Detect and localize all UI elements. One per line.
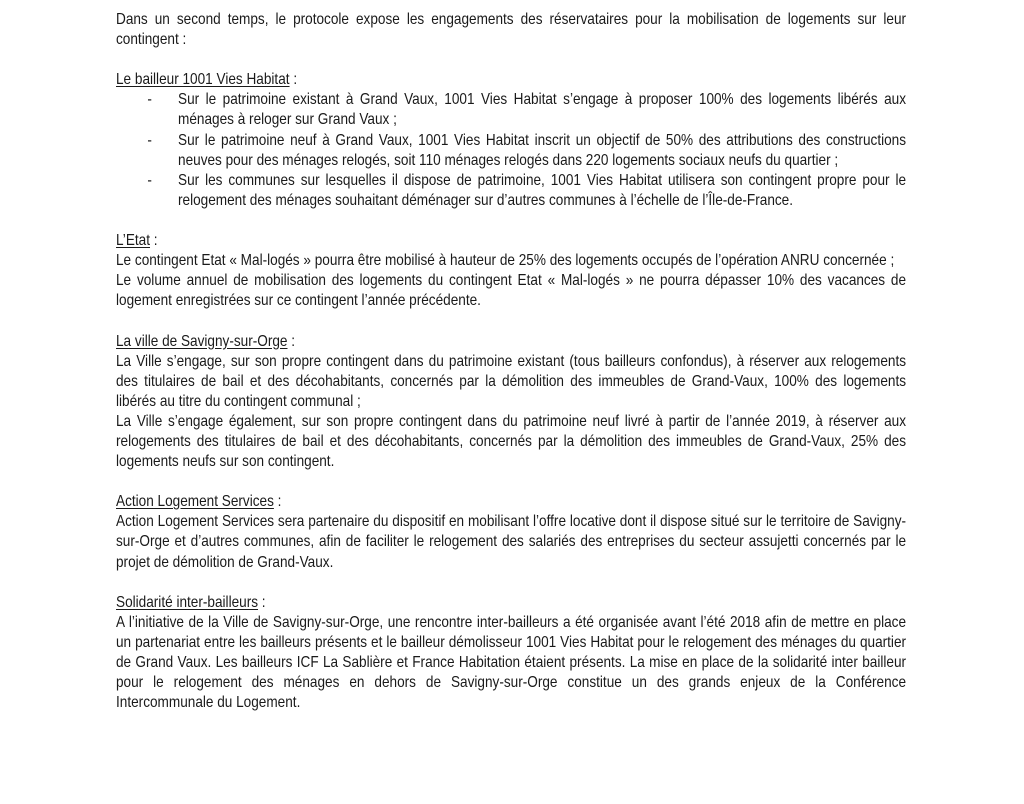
- dash-bullet-icon: -: [147, 131, 152, 149]
- solidarite-paragraph: A l’initiative de la Ville de Savigny-sur-Orge, une rencontre inter-bailleurs a été organisée avant l’été 2018 afin de mettre en place un partenariat entre les bailleurs présents et le bailleur démolisseur 1001 Vies Habitat pour le relogement des ménages du quartier de Grand Vaux. Les bailleurs ICF La Sablière et France Habitation étaient présents. La mise en place de la solidarité inter bailleur pour le relogement des ménages en dehors de Savigny-sur-Orge constitue un des grands enjeux de la Conférence Intercommunale du Logement.: [116, 613, 907, 712]
- document-page: [116, 10, 906, 713]
- ville-paragraph: La Ville s’engage également, sur son propre contingent dans du patrimoine neuf livré à partir de l’année 2019, à réserver aux relogements des titulaires de bail et des décohabitants, concernés par la démolition des immeubles de Grand-Vaux, 25% des logements neufs sur son contingent.: [116, 412, 907, 471]
- section-title: Solidarité inter-bailleurs: [116, 593, 259, 611]
- section-title: L’Etat: [116, 232, 151, 250]
- list-item: - Sur le patrimoine existant à Grand Vaux, 1001 Vies Habitat s’engage à proposer 100% des logements libérés aux ménages à reloger sur Grand Vaux ;: [147, 91, 907, 129]
- section-title: Action Logement Services: [116, 493, 274, 511]
- list-item: - Sur les communes sur lesquelles il dispose de patrimoine, 1001 Vies Habitat utilisera son contingent propre pour le relogement des ménages souhaitant déménager sur d’autres communes à l’échelle de l’Île-de-France.: [147, 171, 907, 209]
- section-title: La ville de Savigny-sur-Orge: [116, 332, 288, 350]
- list-item: - Sur le patrimoine neuf à Grand Vaux, 1001 Vies Habitat inscrit un objectif de 50% des attributions des constructions neuves pour des ménages relogés, soit 110 ménages relogés dans 220 logements sociaux neufs du quartier ;: [147, 131, 907, 169]
- section-heading-bailleur: Le bailleur 1001 Vies Habitat :: [116, 71, 298, 89]
- bailleur-commitments-list: [116, 90, 906, 211]
- etat-paragraph: Le volume annuel de mobilisation des logements du contingent Etat « Mal-logés » ne pourra dépasser 10% des vacances de logement enregistrées sur ce contingent l’année précédente.: [116, 272, 907, 310]
- dash-bullet-icon: -: [147, 91, 152, 109]
- intro-paragraph: Dans un second temps, le protocole expose les engagements des réservataires pour la mobilisation de logements sur leur contingent :: [116, 11, 907, 49]
- action-logement-paragraph: Action Logement Services sera partenaire du dispositif en mobilisant l’offre locative dont il dispose situé sur le territoire de Savigny-sur-Orge et d’autres communes, afin de faciliter le relogement des salariés des entreprises du secteur assujetti concernés par le projet de démolition de Grand-Vaux.: [116, 513, 907, 571]
- section-heading-ville: La ville de Savigny-sur-Orge :: [116, 332, 296, 350]
- etat-paragraph: Le contingent Etat « Mal-logés » pourra être mobilisé à hauteur de 25% des logements occupés de l’opération ANRU concernée ;: [116, 252, 895, 270]
- ville-paragraph: La Ville s’engage, sur son propre contingent dans du patrimoine existant (tous bailleurs confondus), à réserver aux relogements des titulaires de bail et des décohabitants, concernés par la démolition des immeubles de Grand-Vaux, 100% des logements libérés au titre du contingent communal ;: [116, 352, 907, 410]
- section-title: Le bailleur 1001 Vies Habitat: [116, 71, 290, 89]
- dash-bullet-icon: -: [147, 171, 152, 189]
- section-heading-action-logement: Action Logement Services :: [116, 493, 282, 511]
- section-heading-solidarite: Solidarité inter-bailleurs :: [116, 593, 266, 611]
- section-heading-etat: L’Etat :: [116, 232, 158, 250]
